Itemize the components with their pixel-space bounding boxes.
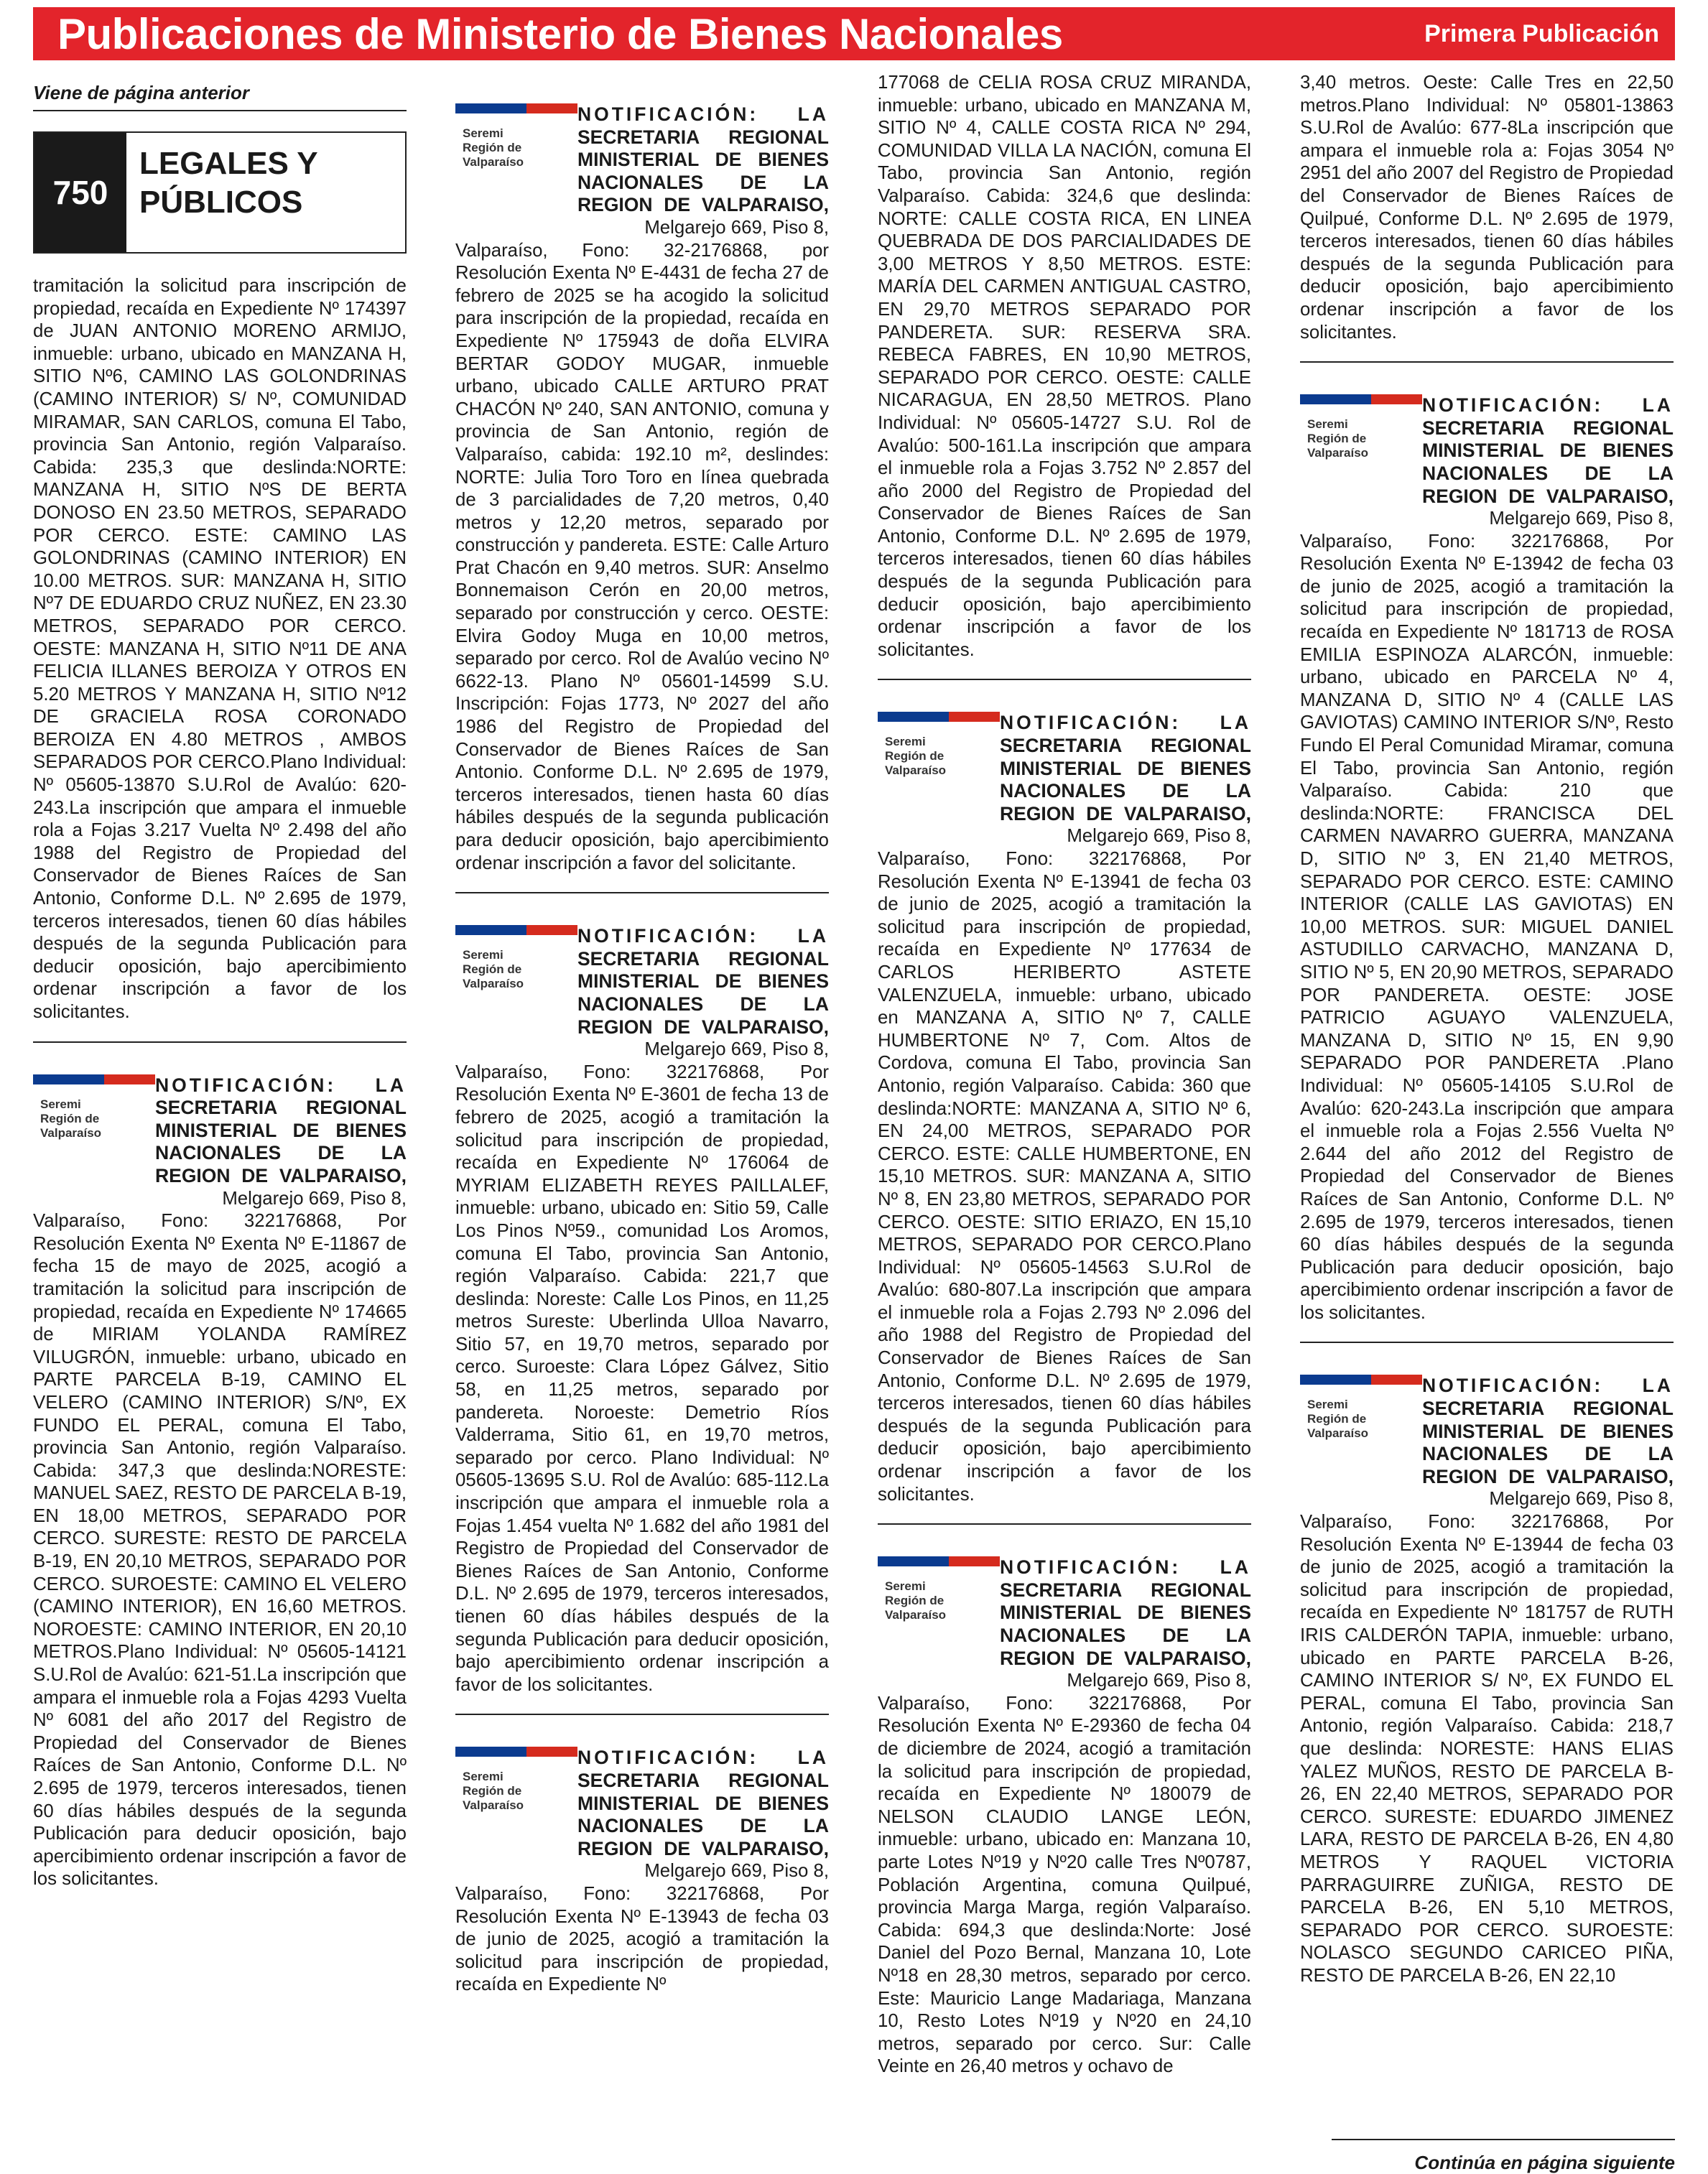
- logo-text: Seremi Región de Valparaíso: [885, 1579, 947, 1622]
- notice-header: [455, 1747, 829, 1860]
- logo-text: Seremi Región de Valparaíso: [40, 1097, 102, 1140]
- flag-bar-icon: [1300, 394, 1422, 404]
- flag-bar-icon: [878, 1556, 1000, 1566]
- notice-address: Melgarejo 669, Piso 8,: [644, 1861, 829, 1882]
- continued-notice-text: 177068 de CELIA ROSA CRUZ MIRANDA, inmueble: urbano, ubicado en MANZANA M, SITIO Nº 4, CALLE COSTA RICA Nº 294, COMUNIDAD VILLA LA NACIÓN, comuna El Tabo, provincia San Antonio, región Valparaíso. Cabida: 324,6 que deslinda: NORTE: CALLE COSTA RICA, EN LINEA QUEBRADA DE DOS PARCIALIDADES DE 3,00 METROS Y 8,50 METROS. ESTE: MARÍA DEL CARMEN ANTIGUAL CASTRO, EN 29,70 METROS SEPARADO POR PANDERETA. SUR: RESERVA SRA. REBECA FABRES, EN 10,90 METROS, SEPARADO POR CERCO. OESTE: CALLE NICARAGUA, EN 28,50 METROS. Plano Individual: Nº 05605-14727 S.U. Rol de Avalúo: 500-161.La inscripción que ampara el inmueble rola a Fojas 3.752 Nº 2.857 del año 2000 del Registro de Propiedad del Conservador de Bienes Raíces de San Antonio, Conforme D.L. Nº 2.695 de 1979, terceros interesados, tienen 60 días hábiles después de la segunda Publicación para deducir oposición, bajo apercibimiento ordenar inscripción a favor de los solicitantes.: [878, 73, 1251, 660]
- notice: [455, 72, 829, 875]
- notice-text: Valparaíso, Fono: 322176868, Por Resolución Exenta Nº Exenta Nº E-11867 de fecha 15 de mayo de 2025, acogió a tramitación la solicitud para inscripción de propiedad, recaída en Expediente Nº 174665 de MIRIAM YOLANDA RAMÍREZ VILUGRÓN, inmueble: urbano, ubicado en PARTE PARCELA B-19, CAMINO EL VELERO (CAMINO INTERIOR) S/Nº, EX FUNDO EL PERAL, comuna El Tabo, provincia San Antonio, región Valparaíso. Cabida: 347,3 que deslinda:NORESTE: MANUEL SAEZ, RESTO DE PARCELA B-19, EN 18,00 METROS, SEPARADO POR CERCO. SURESTE: RESTO DE PARCELA B-19, EN 20,10 METROS, SEPARADO POR CERCO. SUROESTE: CAMINO EL VELERO (CAMINO INTERIOR), EN 16,60 METROS. NOROESTE: CAMINO INTERIOR, EN 20,10 METROS.Plano Individual: Nº 05605-14121 S.U.Rol de Avalúo: 621-51.La inscripción que ampara el inmueble rola a Fojas 4293 Vuelta Nº 6081 del año 2017 del Registro de Propiedad del Conservador de Bienes Raíces de San Antonio, Conforme D.L. Nº 2.695 de 1979, terceros interesados, tienen 60 días hábiles después de la segunda Publicación para deducir oposición, bajo apercibimiento ordenar inscripción a favor de los solicitantes.: [33, 1211, 407, 1890]
- seremi-logo: [33, 1074, 155, 1188]
- flag-bar-icon: [455, 1747, 577, 1757]
- seremi-logo: [455, 1747, 577, 1860]
- notice-title: NOTIFICACIÓN: LA SECRETARIA REGIONAL MINISTERIAL DE BIENES NACIONALES DE LA REGION DE VALPARAISO,: [577, 1747, 829, 1859]
- seremi-logo: [455, 103, 577, 217]
- logo-text: Seremi Región de Valparaíso: [885, 735, 947, 778]
- notice-title: NOTIFICACIÓN: LA SECRETARIA REGIONAL MINISTERIAL DE BIENES NACIONALES DE LA REGION DE VALPARAISO,: [155, 1074, 407, 1186]
- section-title-line2: PÚBLICOS: [139, 185, 303, 220]
- column-4: [1300, 72, 1674, 1988]
- notice-title: NOTIFICACIÓN: LA SECRETARIA REGIONAL MINISTERIAL DE BIENES NACIONALES DE LA REGION DE VALPARAISO,: [577, 925, 829, 1038]
- flag-bar-icon: [455, 925, 577, 935]
- notice-text: Valparaíso, Fono: 322176868, Por Resolución Exenta Nº E-13942 de fecha 03 de junio de 2025, acogió a tramitación la solicitud para inscripción de propiedad, recaída en Expediente Nº 181713 de ROSA EMILIA ESPINOZA ALARCÓN, inmueble: urbano, ubicado en PARCELA Nº 4, MANZANA D, SITIO Nº 4 (CALLE LAS GAVIOTAS) CAMINO INTERIOR S/Nº, Resto Fundo El Peral Comunidad Miramar, comuna El Tabo, provincia San Antonio, región Valparaíso. Cabida: 210 que deslinda:NORTE: FRANCISCA DEL CARMEN NAVARRO GUERRA, MANZANA D, SITIO Nº 3, EN 21,40 METROS, SEPARADO POR CERCO. ESTE: CAMINO INTERIOR (CALLE LAS GAVIOTAS) EN 10,00 METROS. SUR: MIGUEL DANIEL ASTUDILLO CARVACHO, MANZANA D, SITIO Nº 5, EN 20,90 METROS, SEPARADO POR PANDERETA. OESTE: JOSE PATRICIO AGUAYO VALENZUELA, MANZANA D, SITIO Nº 15, EN 9,90 SEPARADO POR PANDERETA .Plano Individual: Nº 05605-14105 S.U.Rol de Avalúo: 620-243.La inscripción que ampara el inmueble rola a Fojas 2.556 Vuelta Nº 2.644 del año 2012 del Registro de Propiedad del Conservador de Bienes Raíces de San Antonio, Conforme D.L. Nº 2.695 de 1979, terceros interesados, tienen 60 días hábiles después de la segunda Publicación para deducir oposición, bajo apercibimiento ordenar inscripción a favor de los solicitantes.: [1300, 531, 1674, 1323]
- notice: [1300, 361, 1674, 1324]
- flag-bar-icon: [33, 1074, 155, 1084]
- notice-text: Valparaíso, Fono: 32-2176868, por Resolución Exenta Nº E-4431 de fecha 27 de febrero de 2025 se ha acogido la solicitud para inscripción de la propiedad, recaída en Expediente Nº 175943 de doña ELVIRA BERTAR GODOY MUGAR, inmueble urbano, ubicado CALLE ARTURO PRAT CHACÓN Nº 240, SAN ANTONIO, comuna y provincia de San Antonio, región de Valparaíso, cabida: 192.10 m², deslindes: NORTE: Julia Toro Toro en línea quebrada de 3 parcialidades de 7,20 metros, 0,40 metros y 12,20 metros, separado por construcción y pandereta. ESTE: Calle Arturo Prat Chacón en 9,40 metros. SUR: Anselmo Bonnemaison Cerón en 20,00 metros, separado por construcción y cerco. OESTE: Elvira Godoy Muga en 10,00 metros, separado por cerco. Rol de Avalúo vecino Nº 6622-13. Plano Nº 05601-14599 S.U. Inscripción: Fojas 1773, Nº 2027 del año 1986 del Registro de Propiedad del Conservador de Bienes Raíces de San Antonio. Conforme D.L. Nº 2.695 de 1979, terceros interesados, tienen hasta 60 días hábiles después de la segunda publicación para deducir oposición, bajo apercibimiento ordenar inscripción a favor del solicitante.: [455, 240, 829, 873]
- notice-header: [878, 1556, 1251, 1670]
- notice: [878, 1523, 1251, 2078]
- notice-header: [878, 712, 1251, 825]
- notice-text: Valparaíso, Fono: 322176868, Por Resolución Exenta Nº E-13944 de fecha 03 de junio de 2025, acogió a tramitación la solicitud para inscripción de propiedad, recaída en Expediente Nº 181757 de RUTH IRIS CALDERÓN TAPIA, inmueble: urbano, ubicado en PARTE PARCELA B-26, CAMINO INTERIOR S/ Nº, EX FUNDO EL PERAL, comuna El Tabo, provincia San Antonio, región Valparaíso. Cabida: 218,7 que deslinda: NORESTE: HANS ELIAS YALEZ MUÑOS, RESTO DE PARCELA B-26, EN 22,40 METROS, SEPARADO POR CERCO. SURESTE: EDUARDO JIMENEZ LARA, RESTO DE PARCELA B-26, EN 4,80 METROS Y RAQUEL VICTORIA PARRAGUIRRE ZUÑIGA, RESTO DE PARCELA B-26, EN 5,10 METROS, SEPARADO POR CERCO. SUROESTE: NOLASCO SEGUNDO CARICEO PIÑA, RESTO DE PARCELA B-26, EN 22,10: [1300, 1512, 1674, 1986]
- notice-address: Melgarejo 669, Piso 8,: [1489, 508, 1674, 529]
- page-banner: [33, 7, 1675, 60]
- notice-address: Melgarejo 669, Piso 8,: [1067, 1671, 1251, 1691]
- previous-page-note: Viene de página anterior: [33, 72, 407, 111]
- seremi-logo: [1300, 1375, 1422, 1488]
- logo-text: Seremi Región de Valparaíso: [463, 126, 524, 169]
- notice-header: [455, 103, 829, 217]
- notice-header: [1300, 394, 1674, 508]
- notice-header: [455, 925, 829, 1039]
- logo-text: Seremi Región de Valparaíso: [463, 948, 524, 991]
- column-3: [878, 72, 1251, 2078]
- notice-title: NOTIFICACIÓN: LA SECRETARIA REGIONAL MINISTERIAL DE BIENES NACIONALES DE LA REGION DE VALPARAISO,: [1422, 1375, 1674, 1487]
- notice-header: [33, 1074, 407, 1188]
- notice-address: Melgarejo 669, Piso 8,: [222, 1188, 407, 1209]
- notice-address: Melgarejo 669, Piso 8,: [1489, 1489, 1674, 1510]
- notice-title: NOTIFICACIÓN: LA SECRETARIA REGIONAL MINISTERIAL DE BIENES NACIONALES DE LA REGION DE VALPARAISO,: [1000, 712, 1251, 824]
- section-title: [126, 133, 331, 252]
- notice: [33, 1041, 407, 1891]
- notice-address: Melgarejo 669, Piso 8,: [644, 1039, 829, 1060]
- flag-bar-icon: [878, 712, 1000, 722]
- notice-title: NOTIFICACIÓN: LA SECRETARIA REGIONAL MINISTERIAL DE BIENES NACIONALES DE LA REGION DE VALPARAISO,: [577, 103, 829, 216]
- seremi-logo: [878, 1556, 1000, 1670]
- logo-text: Seremi Región de Valparaíso: [463, 1770, 524, 1813]
- section-title-line1: LEGALES Y: [139, 146, 318, 181]
- page-title: Publicaciones de Ministerio de Bienes Nacionales: [57, 9, 1063, 58]
- notice-text: Valparaíso, Fono: 322176868, Por Resolución Exenta Nº E-3601 de fecha 13 de febrero de 2025, acogió a tramitación la solicitud para inscripción de propiedad, recaída en Expediente Nº 176064 de MYRIAM ELIZABETH REYES PAILLALEF, inmueble: urbano, ubicado en: Sitio 59, Calle Los Pinos Nº59., comunidad Los Aromos, comuna El Tabo, provincia San Antonio, región Valparaíso. Cabida: 221,7 que deslinda: Noreste: Calle Los Pinos, en 11,25 metros Sureste: Uberlinda Ulloa Navarro, Sitio 57, en 19,70 metros, separado por cerco. Suroeste: Clara López Gálvez, Sitio 58, en 11,25 metros, separado por pandereta. Noroeste: Demetrio Ríos Valderrama, Sitio 61, en 19,70 metros, separado por cerco. Plano Individual: Nº 05605-13695 S.U. Rol de Avalúo: 685-112.La inscripción que ampara el inmueble rola a Fojas 1.454 vuelta Nº 1.682 del año 1981 del Registro de Propiedad del Conservador de Bienes Raíces de San Antonio, Conforme D.L. Nº 2.695 de 1979, terceros interesados, tienen 60 días hábiles después de la segunda Publicación para deducir oposición, bajo apercibimiento ordenar inscripción a favor de los solicitantes.: [455, 1062, 829, 1695]
- notice: [455, 1714, 829, 1997]
- edition-label: Primera Publicación: [1424, 19, 1659, 47]
- column-2: [455, 72, 829, 1997]
- column-1: [33, 72, 407, 1891]
- flag-bar-icon: [455, 103, 577, 113]
- notice-header: [1300, 1375, 1674, 1488]
- seremi-logo: [1300, 394, 1422, 508]
- notice-text: Valparaíso, Fono: 322176868, Por Resolución Exenta Nº E-13943 de fecha 03 de junio de 2025, acogió a tramitación la solicitud para inscripción de propiedad, recaída en Expediente Nº: [455, 1883, 829, 1995]
- continued-notice-text: tramitación la solicitud para inscripción de propiedad, recaída en Expediente Nº 174397 de JUAN ANTONIO MORENO ARMIJO, inmueble: urbano, ubicado en MANZANA H, SITIO Nº6, CAMINO LAS GOLONDRINAS (CAMINO INTERIOR) S/ Nº, COMUNIDAD MIRAMAR, SAN CARLOS, comuna El Tabo, provincia San Antonio, región Valparaíso. Cabida: 235,3 que deslinda:NORTE: MANZANA H, SITIO NºS DE BERTA DONOSO EN 23.50 METROS, SEPARADO POR CERCO. ESTE: CAMINO LAS GOLONDRINAS (CAMINO INTERIOR) EN 10.00 METROS. SUR: MANZANA H, SITIO Nº7 DE EDUARDO CRUZ NUÑEZ, EN 23.30 METROS, SEPARADO POR CERCO. OESTE: MANZANA H, SITIO Nº11 DE ANA FELICIA ILLANES BEROIZA Y OTROS EN 5.20 METROS Y MANZANA H, SITIO Nº12 DE GRACIELA ROSA CORONADO BEROIZA EN 4.80 METROS , AMBOS SEPARADOS POR CERCO.Plano Individual: Nº 05605-13870 S.U.Rol de Avalúo: 620-243.La inscripción que ampara el inmueble rola a Fojas 3.217 Vuelta Nº 2.498 del año 1988 del Registro de Propiedad del Conservador de Bienes Raíces de San Antonio, Conforme D.L. Nº 2.695 de 1979, terceros interesados, tienen 60 días hábiles después de la segunda Publicación para deducir oposición, bajo apercibimiento ordenar inscripción a favor de los solicitantes.: [33, 276, 407, 1022]
- notice-title: NOTIFICACIÓN: LA SECRETARIA REGIONAL MINISTERIAL DE BIENES NACIONALES DE LA REGION DE VALPARAISO,: [1000, 1556, 1251, 1669]
- seremi-logo: [455, 925, 577, 1039]
- seremi-logo: [878, 712, 1000, 825]
- flag-bar-icon: [1300, 1375, 1422, 1385]
- notice-title: NOTIFICACIÓN: LA SECRETARIA REGIONAL MINISTERIAL DE BIENES NACIONALES DE LA REGION DE VALPARAISO,: [1422, 394, 1674, 507]
- notice-text: Valparaíso, Fono: 322176868, Por Resolución Exenta Nº E-13941 de fecha 03 de junio de 2025, acogió a tramitación la solicitud para inscripción de propiedad, recaída en Expediente Nº 177634 de CARLOS HERIBERTO ASTETE VALENZUELA, inmueble: urbano, ubicado en MANZANA A, SITIO Nº 7, CALLE HUMBERTONE Nº 7, Com. Altos de Cordova, comuna El Tabo, provincia San Antonio, región Valparaíso. Cabida: 360 que deslinda:NORTE: MANZANA A, SITIO Nº 6, EN 24,00 METROS, SEPARADO POR CERCO. ESTE: CALLE HUMBERTONE, EN 15,10 METROS. SUR: MANZANA A, SITIO Nº 8, EN 23,80 METROS, SEPARADO POR CERCO. OESTE: SITIO ERIAZO, EN 15,10 METROS, SEPARADO POR CERCO.Plano Individual: Nº 05605-14563 S.U.Rol de Avalúo: 680-807.La inscripción que ampara el inmueble rola a Fojas 2.793 Nº 2.096 del año 1988 del Registro de Propiedad del Conservador de Bienes Raíces de San Antonio, Conforme D.L. Nº 2.695 de 1979, terceros interesados, tienen 60 días hábiles después de la segunda Publicación para deducir oposición, bajo apercibimiento ordenar inscripción a favor de los solicitantes.: [878, 849, 1251, 1505]
- section-number: 750: [34, 133, 126, 252]
- section-header: [33, 131, 407, 254]
- notice-address: Melgarejo 669, Piso 8,: [644, 217, 829, 238]
- next-page-note: Continúa en página siguiente: [1332, 2139, 1675, 2174]
- continued-notice-text: 3,40 metros. Oeste: Calle Tres en 22,50 metros.Plano Individual: Nº 05801-13863 S.U.Rol de Avalúo: 677-8La inscripción que ampara el inmueble rola a: Fojas 3054 Nº 2951 del año 2007 del Registro de Propiedad del Conservador de Bienes Raíces de Quilpué, Conforme D.L. Nº 2.695 de 1979, terceros interesados, tienen 60 días hábiles después de la segunda Publicación para deducir oposición, bajo apercibimiento ordenar inscripción a favor de los solicitantes.: [1300, 73, 1674, 343]
- notice-address: Melgarejo 669, Piso 8,: [1067, 826, 1251, 847]
- logo-text: Seremi Región de Valparaíso: [1307, 1398, 1369, 1441]
- notice-text: Valparaíso, Fono: 322176868, Por Resolución Exenta Nº E-29360 de fecha 04 de diciembre de 2024, acogió a tramitación la solicitud para inscripción de propiedad, recaída en Expediente Nº 180079 de NELSON CLAUDIO LANGE LEÓN, inmueble: urbano, ubicado en: Manzana 10, parte Lotes Nº19 y Nº20 calle Tres Nº0787, Población Argentina, comuna Quilpué, provincia Marga Marga, región Valparaíso. Cabida: 694,3 que deslinda:Norte: José Daniel del Pozo Bernal, Manzana 10, Lote Nº18 en 28,30 metros, separado por cerco. Este: Mauricio Lange Madariaga, Manzana 10, Resto Lotes Nº19 y Nº20 en 24,10 metros, separado por cerco. Sur: Calle Veinte en 26,40 metros y ochavo de: [878, 1693, 1251, 2077]
- notice: [1300, 1342, 1674, 1987]
- logo-text: Seremi Región de Valparaíso: [1307, 417, 1369, 460]
- notice: [878, 679, 1251, 1506]
- notice: [455, 892, 829, 1696]
